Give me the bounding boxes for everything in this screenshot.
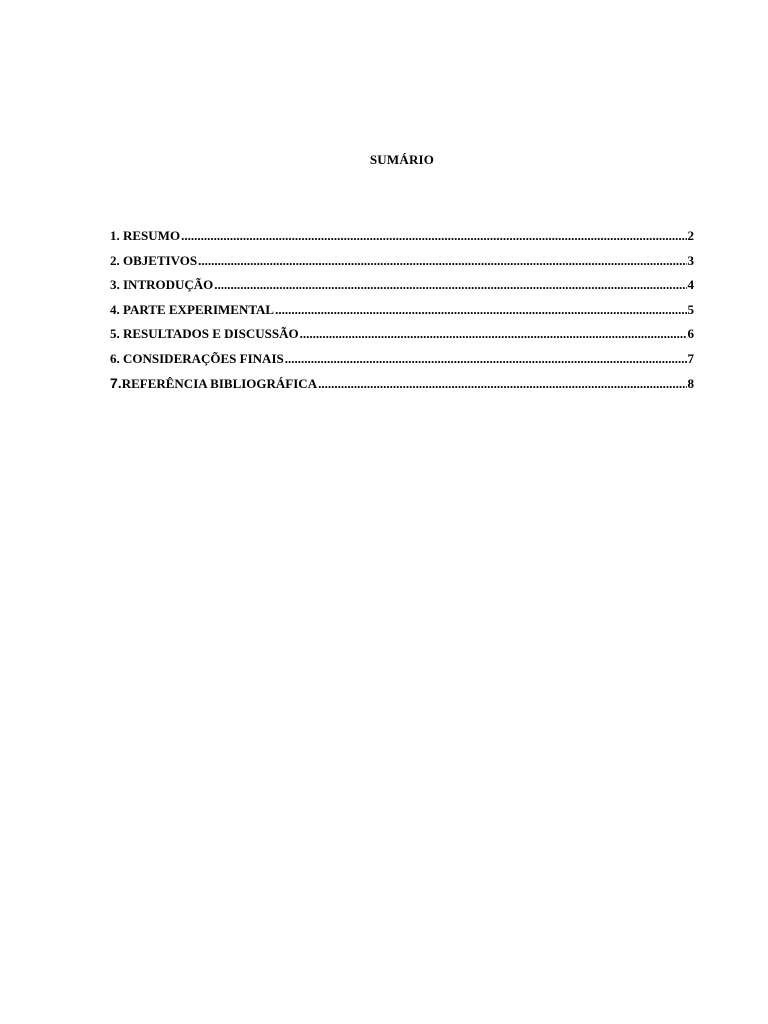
- table-of-contents: [110, 228, 694, 400]
- toc-entry-text: REFERÊNCIA BIBLIOGRÁFICA: [121, 376, 318, 391]
- page-title: SUMÁRIO: [369, 152, 435, 167]
- toc-leader-dots: [318, 376, 686, 392]
- toc-entry-parte-experimental[interactable]: [110, 302, 694, 327]
- toc-page-number: 7: [687, 350, 694, 366]
- toc-leader-dots: [214, 277, 686, 293]
- toc-entry-introducao[interactable]: [110, 277, 694, 302]
- toc-entry-label: 4. PARTE EXPERIMENTAL: [110, 301, 275, 317]
- toc-leader-dots: [285, 351, 687, 367]
- toc-leader-dots: [275, 302, 686, 318]
- toc-entry-label: 1. RESUMO: [110, 228, 181, 243]
- toc-page-number: 6: [687, 326, 694, 341]
- toc-entry-objetivos[interactable]: [110, 253, 694, 278]
- toc-leader-dots: [300, 326, 687, 342]
- toc-page-number: 3: [687, 252, 694, 268]
- toc-entry-referencia-bibliografica[interactable]: [110, 375, 694, 400]
- toc-leader-dots: [198, 253, 686, 269]
- toc-entry-label: [110, 375, 317, 392]
- toc-entry-label: 2. OBJETIVOS: [110, 252, 198, 268]
- toc-leader-dots: [181, 228, 686, 244]
- toc-entry-resumo[interactable]: [110, 228, 694, 253]
- toc-entry-resultados-discussao[interactable]: [110, 326, 694, 351]
- toc-entry-label: 6. CONSIDERAÇÕES FINAIS: [110, 350, 284, 366]
- toc-page-number: 5: [687, 301, 694, 317]
- toc-page-number: 8: [687, 376, 694, 391]
- toc-entry-label: 3. INTRODUÇÃO: [110, 277, 214, 292]
- toc-entry-consideracoes-finais[interactable]: [110, 351, 694, 376]
- toc-entry-number: 7.: [110, 375, 122, 391]
- toc-entry-label: 5. RESULTADOS E DISCUSSÃO: [110, 326, 299, 341]
- toc-page-number: 4: [687, 277, 694, 292]
- toc-page-number: 2: [687, 228, 694, 243]
